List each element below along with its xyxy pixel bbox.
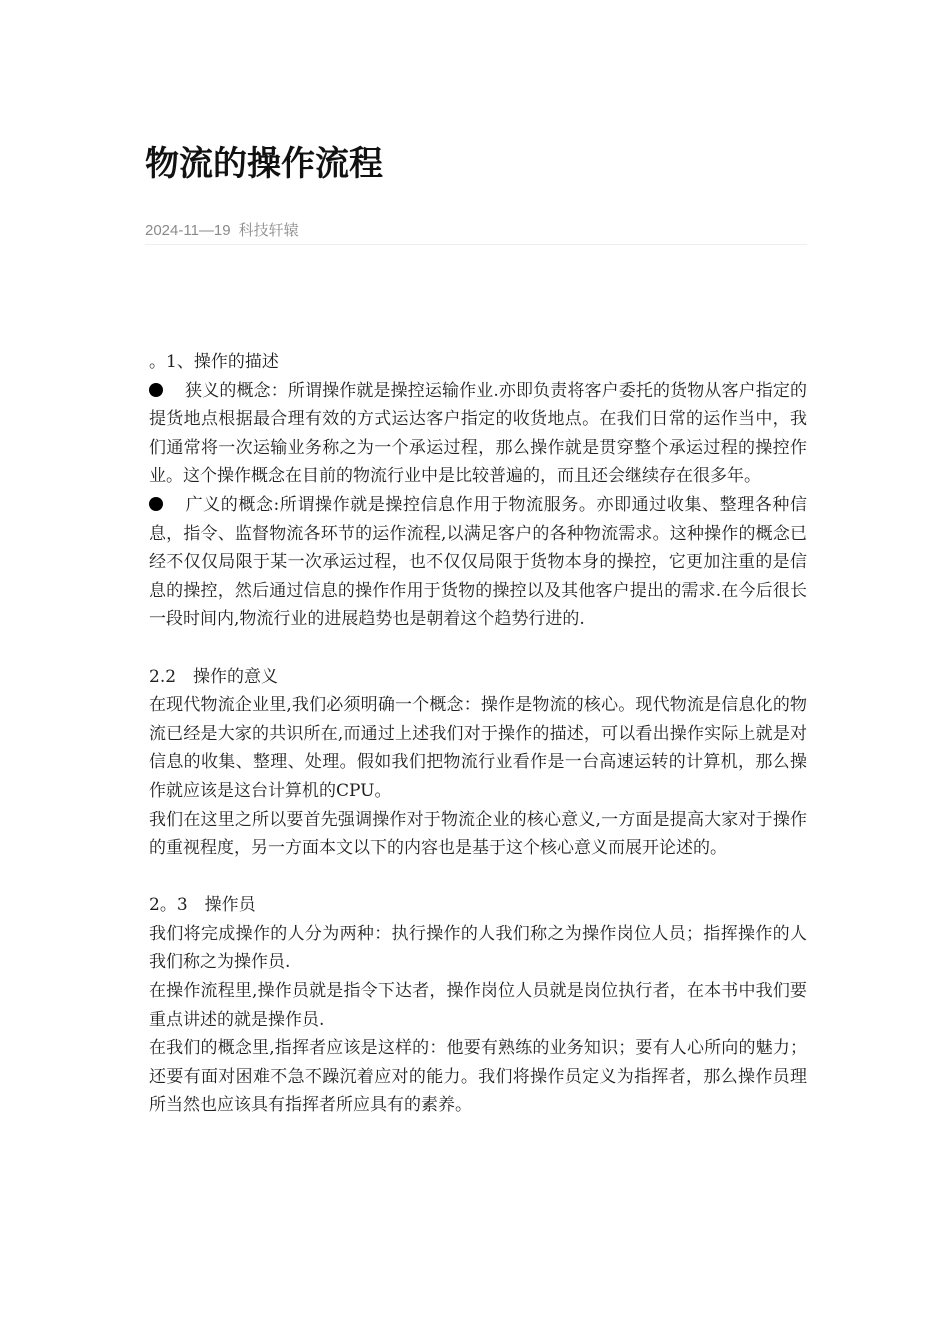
paragraph: 在我们的概念里,指挥者应该是这样的：他要有熟练的业务知识；要有人心所向的魅力；还要有面对困难不急不躁沉着应对的能力。我们将操作员定义为指挥者，那么操作员理所当然也应该具有指挥者所应具有的素养。 (149, 1038, 807, 1116)
paragraph-spacer (149, 863, 807, 892)
paragraph: 我们将完成操作的人分为两种：执行操作的人我们称之为操作岗位人员；指挥操作的人我们称之为操作员. (149, 923, 807, 973)
bullet-text: 广义的概念:所谓操作就是操控信息作用于物流服务。亦即通过收集、整理各种信息，指令、监督物流各环节的运作流程,以满足客户的各种物流需求。这种操作的概念已经不仅仅局限于某一次承运过程，也不仅仅局限于货物本身的操控，它更加注重的是信息的操控，然后通过信息的操作作用于货物的操控以及其他客户提出的需求.在今后很长一段时间内,物流行业的进展趋势也是朝着这个趋势行进的. (149, 494, 807, 630)
bullet-icon (149, 383, 163, 397)
bullet-paragraph-broad (149, 491, 807, 634)
paragraph-spacer (149, 634, 807, 663)
article-meta (145, 220, 807, 245)
paragraph: 在操作流程里,操作员就是指令下达者，操作岗位人员就是岗位执行者，在本书中我们要重点讲述的就是操作员. (149, 981, 807, 1030)
author-name: 科技轩辕 (238, 222, 299, 239)
section-heading-description: 。1、操作的描述 (149, 352, 279, 372)
bullet-paragraph-narrow (149, 377, 807, 491)
section-heading-operator: 2。3 操作员 (149, 895, 256, 916)
publish-date: 2024-11—19 (145, 222, 231, 239)
paragraph: 我们在这里之所以要首先强调操作对于物流企业的核心意义,一方面是提高大家对于操作的重视程度，另一方面本文以下的内容也是基于这个核心意义而展开论述的。 (149, 809, 807, 859)
bullet-text: 狭义的概念：所谓操作就是操控运输作业.亦即负责将客户委托的货物从客户指定的提货地点根据最合理有效的方式运达客户指定的收货地点。在我们日常的运作当中，我们通常将一次运输业务称之为一个承运过程，那么操作就是贯穿整个承运过程的操控作业。这个操作概念在目前的物流行业中是比较普遍的，而且还会继续存在很多年。 (149, 380, 807, 487)
article-body (149, 348, 807, 1120)
article-title: 物流的操作流程 (145, 144, 383, 184)
section-heading-meaning: 2.2 操作的意义 (149, 666, 279, 687)
bullet-icon (149, 497, 163, 511)
paragraph: 在现代物流企业里,我们必须明确一个概念：操作是物流的核心。现代物流是信息化的物流已经是大家的共识所在,而通过上述我们对于操作的描述，可以看出操作实际上就是对信息的收集、整理、处理。假如我们把物流行业看作是一台高速运转的计算机，那么操作就应该是这台计算机的CPU。 (149, 695, 807, 801)
